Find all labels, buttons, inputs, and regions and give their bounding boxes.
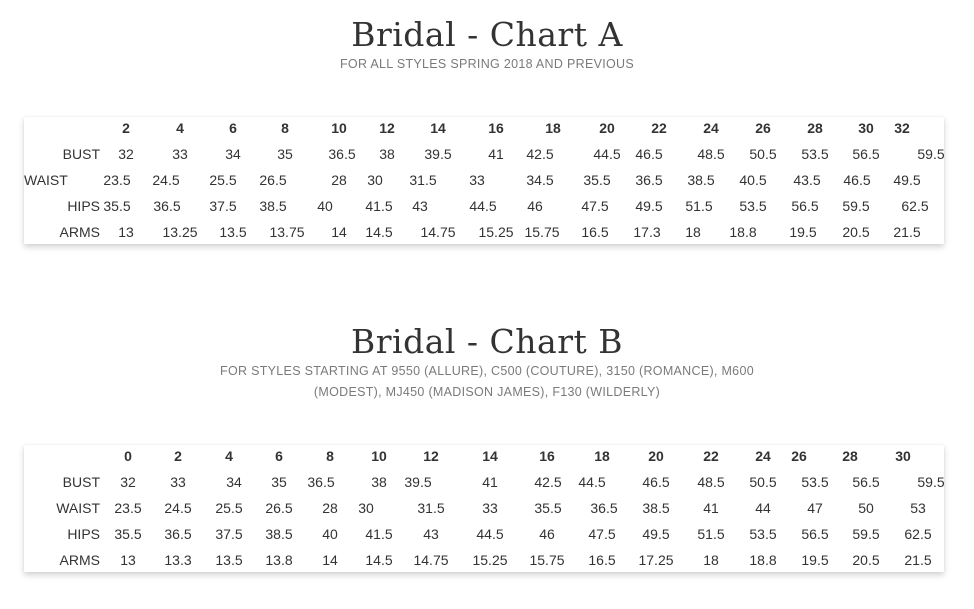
chart-a-measurement-cell: 18.8 bbox=[729, 224, 757, 240]
chart-b-measurement-cell: 56.5 bbox=[801, 526, 829, 542]
chart-a-measurement-cell: 59.5 bbox=[842, 198, 870, 214]
chart-a-measurement-cell: 44.5 bbox=[469, 198, 497, 214]
chart-b-measurement-cell: 23.5 bbox=[114, 500, 142, 516]
chart-b-measurement-cell: 20.5 bbox=[852, 552, 880, 568]
chart-b-table bbox=[24, 445, 944, 572]
chart-a-measurement-cell: 40.5 bbox=[739, 172, 767, 188]
chart-a-measurement-cell: 59.5 bbox=[917, 146, 945, 162]
chart-b-measurement-cell: 41 bbox=[482, 474, 498, 490]
chart-a-measurement-cell: 21.5 bbox=[893, 224, 921, 240]
chart-b-measurement-cell: 44.5 bbox=[476, 526, 504, 542]
chart-a-size-header: 2 bbox=[122, 120, 130, 136]
chart-a-measurement-cell: 36.5 bbox=[635, 172, 663, 188]
chart-a-measurement-cell: 34.5 bbox=[526, 172, 554, 188]
chart-b-measurement-cell: 35.5 bbox=[534, 500, 562, 516]
chart-b-measurement-cell: 53.5 bbox=[801, 474, 829, 490]
chart-a-measurement-cell: 43.5 bbox=[793, 172, 821, 188]
chart-b-size-header: 26 bbox=[791, 448, 807, 464]
chart-b-measurement-cell: 51.5 bbox=[697, 526, 725, 542]
chart-b-measurement-cell: 48.5 bbox=[697, 474, 725, 490]
chart-b-measurement-cell: 47.5 bbox=[588, 526, 616, 542]
chart-a-measurement-cell: 53.5 bbox=[801, 146, 829, 162]
chart-a-measurement-cell: 33 bbox=[469, 172, 485, 188]
chart-a-size-header: 16 bbox=[488, 120, 504, 136]
chart-b-measurement-cell: 13.8 bbox=[265, 552, 293, 568]
chart-a-row-label: WAIST bbox=[24, 172, 68, 188]
chart-b-measurement-cell: 13.3 bbox=[164, 552, 192, 568]
chart-b-measurement-cell: 50.5 bbox=[749, 474, 777, 490]
chart-a-measurement-cell: 46 bbox=[527, 198, 543, 214]
chart-a-measurement-cell: 38.5 bbox=[259, 198, 287, 214]
chart-b-measurement-cell: 35.5 bbox=[114, 526, 142, 542]
chart-a-size-header: 4 bbox=[176, 120, 184, 136]
chart-a-measurement-cell: 14 bbox=[331, 224, 347, 240]
chart-b-row-label: ARMS bbox=[59, 552, 100, 568]
chart-a-measurement-cell: 18 bbox=[685, 224, 701, 240]
chart-b-measurement-cell: 19.5 bbox=[801, 552, 829, 568]
chart-a-measurement-cell: 35.5 bbox=[583, 172, 611, 188]
chart-b-row-label: WAIST bbox=[56, 500, 100, 516]
chart-b-measurement-cell: 59.5 bbox=[917, 474, 945, 490]
chart-b-measurement-cell: 46 bbox=[539, 526, 555, 542]
chart-a-size-header: 10 bbox=[331, 120, 347, 136]
chart-b-size-header: 18 bbox=[594, 448, 610, 464]
chart-a-row-label: HIPS bbox=[67, 198, 100, 214]
chart-b-size-header: 14 bbox=[482, 448, 498, 464]
chart-b-size-header: 22 bbox=[703, 448, 719, 464]
chart-a-measurement-cell: 13.5 bbox=[219, 224, 247, 240]
chart-b-measurement-cell: 46.5 bbox=[642, 474, 670, 490]
chart-b-measurement-cell: 15.75 bbox=[529, 552, 565, 568]
chart-b-measurement-cell: 59.5 bbox=[852, 526, 880, 542]
chart-b-measurement-cell: 18 bbox=[703, 552, 719, 568]
chart-a-measurement-cell: 14.5 bbox=[365, 224, 393, 240]
chart-a-size-header: 12 bbox=[379, 120, 395, 136]
chart-a-measurement-cell: 41 bbox=[488, 146, 504, 162]
chart-b-measurement-cell: 62.5 bbox=[904, 526, 932, 542]
chart-b-subtitle-line1: FOR STYLES STARTING AT 9550 (ALLURE), C500 (COUTURE), 3150 (ROMANCE), M600 bbox=[220, 364, 754, 378]
chart-a-measurement-cell: 48.5 bbox=[697, 146, 725, 162]
chart-a-measurement-cell: 36.5 bbox=[328, 146, 356, 162]
chart-a-measurement-cell: 34 bbox=[225, 146, 241, 162]
chart-b-measurement-cell: 43 bbox=[423, 526, 439, 542]
chart-a-measurement-cell: 41.5 bbox=[365, 198, 393, 214]
chart-a-subtitle: FOR ALL STYLES SPRING 2018 AND PREVIOUS bbox=[340, 57, 634, 71]
chart-a-size-header: 20 bbox=[599, 120, 615, 136]
chart-b-measurement-cell: 21.5 bbox=[904, 552, 932, 568]
chart-b-measurement-cell: 25.5 bbox=[215, 500, 243, 516]
chart-a-size-header: 6 bbox=[229, 120, 237, 136]
chart-b-measurement-cell: 47 bbox=[807, 500, 823, 516]
chart-a-measurement-cell: 47.5 bbox=[581, 198, 609, 214]
chart-a-measurement-cell: 25.5 bbox=[209, 172, 237, 188]
chart-b-size-header: 4 bbox=[225, 448, 233, 464]
chart-a-measurement-cell: 46.5 bbox=[843, 172, 871, 188]
chart-a-measurement-cell: 33 bbox=[172, 146, 188, 162]
chart-b-measurement-cell: 33 bbox=[482, 500, 498, 516]
chart-b-measurement-cell: 18.8 bbox=[749, 552, 777, 568]
chart-a-measurement-cell: 42.5 bbox=[526, 146, 554, 162]
chart-a-size-header: 18 bbox=[545, 120, 561, 136]
chart-b-measurement-cell: 36.5 bbox=[307, 474, 335, 490]
chart-a-size-header: 32 bbox=[894, 120, 910, 136]
chart-b-measurement-cell: 50 bbox=[858, 500, 874, 516]
chart-b-measurement-cell: 39.5 bbox=[404, 474, 432, 490]
chart-a-measurement-cell: 38 bbox=[379, 146, 395, 162]
chart-a-measurement-cell: 56.5 bbox=[791, 198, 819, 214]
chart-a-measurement-cell: 13 bbox=[118, 224, 134, 240]
chart-a-measurement-cell: 17.3 bbox=[633, 224, 661, 240]
chart-b-subtitle-line2: (MODEST), MJ450 (MADISON JAMES), F130 (WILDERLY) bbox=[313, 385, 661, 399]
chart-b-measurement-cell: 17.25 bbox=[638, 552, 674, 568]
chart-b-measurement-cell: 15.25 bbox=[472, 552, 508, 568]
chart-b-measurement-cell: 35 bbox=[271, 474, 287, 490]
chart-b-size-header: 16 bbox=[539, 448, 555, 464]
chart-b-measurement-cell: 37.5 bbox=[215, 526, 243, 542]
chart-a-size-header: 26 bbox=[755, 120, 771, 136]
chart-a-measurement-cell: 35 bbox=[277, 146, 293, 162]
chart-a-measurement-cell: 43 bbox=[412, 198, 428, 214]
chart-b-measurement-cell: 34 bbox=[226, 474, 242, 490]
chart-b-measurement-cell: 13 bbox=[120, 552, 136, 568]
chart-a-measurement-cell: 32 bbox=[118, 146, 134, 162]
chart-a-measurement-cell: 16.5 bbox=[581, 224, 609, 240]
chart-a-measurement-cell: 46.5 bbox=[635, 146, 663, 162]
chart-a-measurement-cell: 13.25 bbox=[162, 224, 198, 240]
chart-a-measurement-cell: 30 bbox=[367, 172, 383, 188]
chart-b-measurement-cell: 53.5 bbox=[749, 526, 777, 542]
chart-a-measurement-cell: 15.75 bbox=[524, 224, 560, 240]
chart-b-measurement-cell: 53 bbox=[910, 500, 926, 516]
chart-a-measurement-cell: 35.5 bbox=[103, 198, 131, 214]
chart-b-size-header: 0 bbox=[124, 448, 132, 464]
chart-a-measurement-cell: 20.5 bbox=[842, 224, 870, 240]
chart-b-measurement-cell: 38.5 bbox=[642, 500, 670, 516]
chart-a-measurement-cell: 37.5 bbox=[209, 198, 237, 214]
chart-b-measurement-cell: 28 bbox=[322, 500, 338, 516]
chart-b-title: Bridal - Chart B bbox=[350, 322, 624, 361]
chart-b-size-header: 12 bbox=[423, 448, 439, 464]
chart-b-size-header: 2 bbox=[174, 448, 182, 464]
chart-b-size-header: 28 bbox=[842, 448, 858, 464]
chart-b-measurement-cell: 24.5 bbox=[164, 500, 192, 516]
chart-b-measurement-cell: 36.5 bbox=[590, 500, 618, 516]
chart-a-measurement-cell: 49.5 bbox=[893, 172, 921, 188]
chart-a-table bbox=[24, 117, 944, 244]
chart-a-measurement-cell: 23.5 bbox=[103, 172, 131, 188]
chart-b-measurement-cell: 44.5 bbox=[578, 474, 606, 490]
chart-b-measurement-cell: 41.5 bbox=[365, 526, 393, 542]
chart-b-size-header: 24 bbox=[755, 448, 771, 464]
chart-b-measurement-cell: 16.5 bbox=[588, 552, 616, 568]
chart-a-size-header: 8 bbox=[281, 120, 289, 136]
chart-b-row-label: HIPS bbox=[67, 526, 100, 542]
chart-a-size-header: 28 bbox=[807, 120, 823, 136]
chart-a-measurement-cell: 31.5 bbox=[409, 172, 437, 188]
chart-a-measurement-cell: 15.25 bbox=[478, 224, 514, 240]
chart-b-measurement-cell: 49.5 bbox=[642, 526, 670, 542]
chart-a-measurement-cell: 62.5 bbox=[901, 198, 929, 214]
chart-b-measurement-cell: 26.5 bbox=[265, 500, 293, 516]
chart-a-measurement-cell: 38.5 bbox=[687, 172, 715, 188]
chart-a-measurement-cell: 51.5 bbox=[685, 198, 713, 214]
chart-b-measurement-cell: 14 bbox=[322, 552, 338, 568]
chart-b-size-header: 6 bbox=[275, 448, 283, 464]
chart-a-measurement-cell: 39.5 bbox=[424, 146, 452, 162]
chart-a-measurement-cell: 49.5 bbox=[635, 198, 663, 214]
chart-b-size-header: 30 bbox=[895, 448, 911, 464]
chart-b-measurement-cell: 40 bbox=[322, 526, 338, 542]
chart-b-row-label: BUST bbox=[62, 474, 100, 490]
chart-b-measurement-cell: 32 bbox=[120, 474, 136, 490]
chart-b-measurement-cell: 38 bbox=[371, 474, 387, 490]
chart-a-measurement-cell: 53.5 bbox=[739, 198, 767, 214]
chart-a-title: Bridal - Chart A bbox=[351, 15, 623, 54]
chart-b-measurement-cell: 30 bbox=[358, 500, 374, 516]
chart-b-measurement-cell: 14.75 bbox=[413, 552, 449, 568]
chart-a-measurement-cell: 24.5 bbox=[152, 172, 180, 188]
chart-a-measurement-cell: 19.5 bbox=[789, 224, 817, 240]
chart-b-measurement-cell: 44 bbox=[755, 500, 771, 516]
chart-b-measurement-cell: 14.5 bbox=[365, 552, 393, 568]
chart-a-measurement-cell: 44.5 bbox=[593, 146, 621, 162]
chart-a-measurement-cell: 40 bbox=[317, 198, 333, 214]
chart-a-measurement-cell: 13.75 bbox=[269, 224, 305, 240]
chart-b-size-header: 10 bbox=[371, 448, 387, 464]
chart-b-size-header: 8 bbox=[326, 448, 334, 464]
chart-b-measurement-cell: 31.5 bbox=[417, 500, 445, 516]
chart-b-measurement-cell: 13.5 bbox=[215, 552, 243, 568]
chart-b-measurement-cell: 41 bbox=[703, 500, 719, 516]
chart-a-measurement-cell: 56.5 bbox=[852, 146, 880, 162]
chart-a-measurement-cell: 50.5 bbox=[749, 146, 777, 162]
chart-b-measurement-cell: 33 bbox=[170, 474, 186, 490]
chart-a-measurement-cell: 28 bbox=[331, 172, 347, 188]
chart-a-row-label: ARMS bbox=[59, 224, 100, 240]
chart-b-size-header: 20 bbox=[648, 448, 664, 464]
chart-b-measurement-cell: 42.5 bbox=[534, 474, 562, 490]
chart-a-size-header: 24 bbox=[703, 120, 719, 136]
chart-b-measurement-cell: 56.5 bbox=[852, 474, 880, 490]
chart-a-size-header: 30 bbox=[858, 120, 874, 136]
chart-b-measurement-cell: 36.5 bbox=[164, 526, 192, 542]
chart-a-size-header: 22 bbox=[651, 120, 667, 136]
chart-b-measurement-cell: 38.5 bbox=[265, 526, 293, 542]
chart-a-measurement-cell: 14.75 bbox=[420, 224, 456, 240]
chart-a-size-header: 14 bbox=[430, 120, 446, 136]
chart-a-measurement-cell: 26.5 bbox=[259, 172, 287, 188]
chart-a-measurement-cell: 36.5 bbox=[153, 198, 181, 214]
chart-a-row-label: BUST bbox=[62, 146, 100, 162]
